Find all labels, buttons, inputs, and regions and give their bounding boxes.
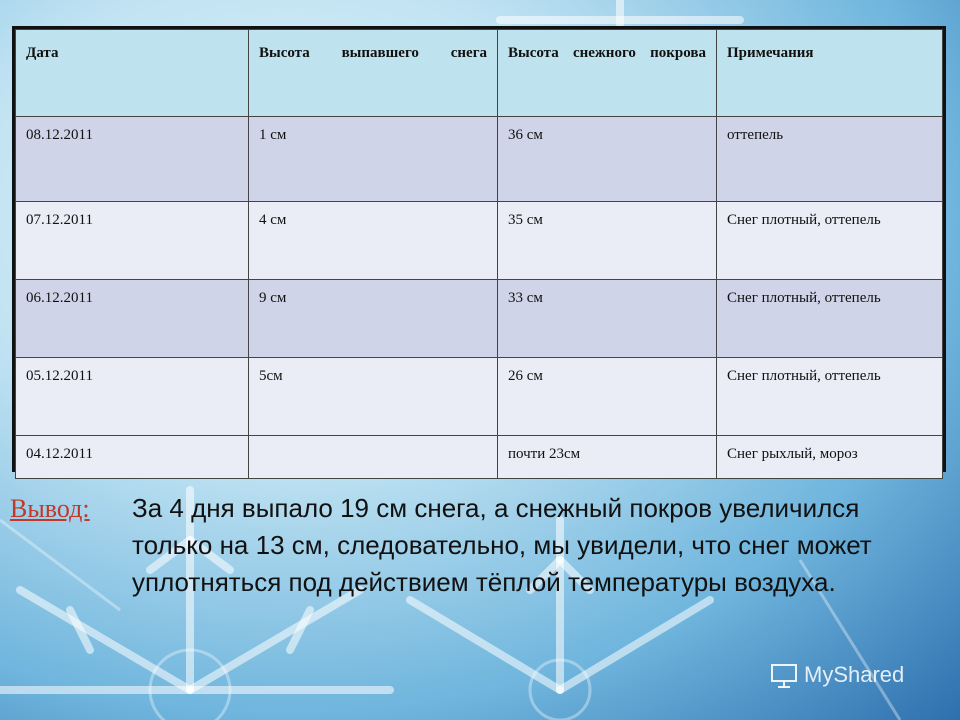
- table-row: [16, 202, 943, 280]
- table-row: [16, 280, 943, 358]
- snow-observation-table: [12, 26, 946, 472]
- cell-notes: Снег плотный, оттепель: [717, 358, 943, 436]
- header-date: Дата: [16, 30, 249, 117]
- cell-snow-cover: почти 23см: [498, 436, 717, 479]
- table-row: [16, 358, 943, 436]
- cell-date: 08.12.2011: [16, 117, 249, 202]
- header-notes: Примечания: [717, 30, 943, 117]
- watermark-text: MyShared: [804, 662, 905, 687]
- header-snowfall-height: Высота выпавшего снега: [249, 30, 498, 117]
- presentation-icon: [770, 662, 798, 688]
- cell-notes: Снег плотный, оттепель: [717, 280, 943, 358]
- snowflake-top: [500, 0, 740, 24]
- cell-snow-cover: 36 см: [498, 117, 717, 202]
- cell-snowfall: 5см: [249, 358, 498, 436]
- cell-notes: Снег рыхлый, мороз: [717, 436, 943, 479]
- header-snow-cover-height: Высота снежного покрова: [498, 30, 717, 117]
- cell-snowfall: 4 см: [249, 202, 498, 280]
- cell-snow-cover: 33 см: [498, 280, 717, 358]
- cell-snow-cover: 26 см: [498, 358, 717, 436]
- cell-snowfall: [249, 436, 498, 479]
- cell-snowfall: 1 см: [249, 117, 498, 202]
- table-header-row: [16, 30, 943, 117]
- table-row: [16, 117, 943, 202]
- conclusion-text: За 4 дня выпало 19 см снега, а снежный покров увеличился только на 13 см, следовательно, мы увидели, что снег может уплотняться под действием тёплой температуры воздуха.: [132, 493, 872, 597]
- cell-date: 06.12.2011: [16, 280, 249, 358]
- cell-date: 07.12.2011: [16, 202, 249, 280]
- watermark: [770, 660, 930, 692]
- cell-snow-cover: 35 см: [498, 202, 717, 280]
- cell-date: 05.12.2011: [16, 358, 249, 436]
- cell-date: 04.12.2011: [16, 436, 249, 479]
- table-row: [16, 436, 943, 479]
- cell-notes: оттепель: [717, 117, 943, 202]
- cell-notes: Снег плотный, оттепель: [717, 202, 943, 280]
- conclusion-label: Вывод:: [10, 494, 90, 523]
- cell-snowfall: 9 см: [249, 280, 498, 358]
